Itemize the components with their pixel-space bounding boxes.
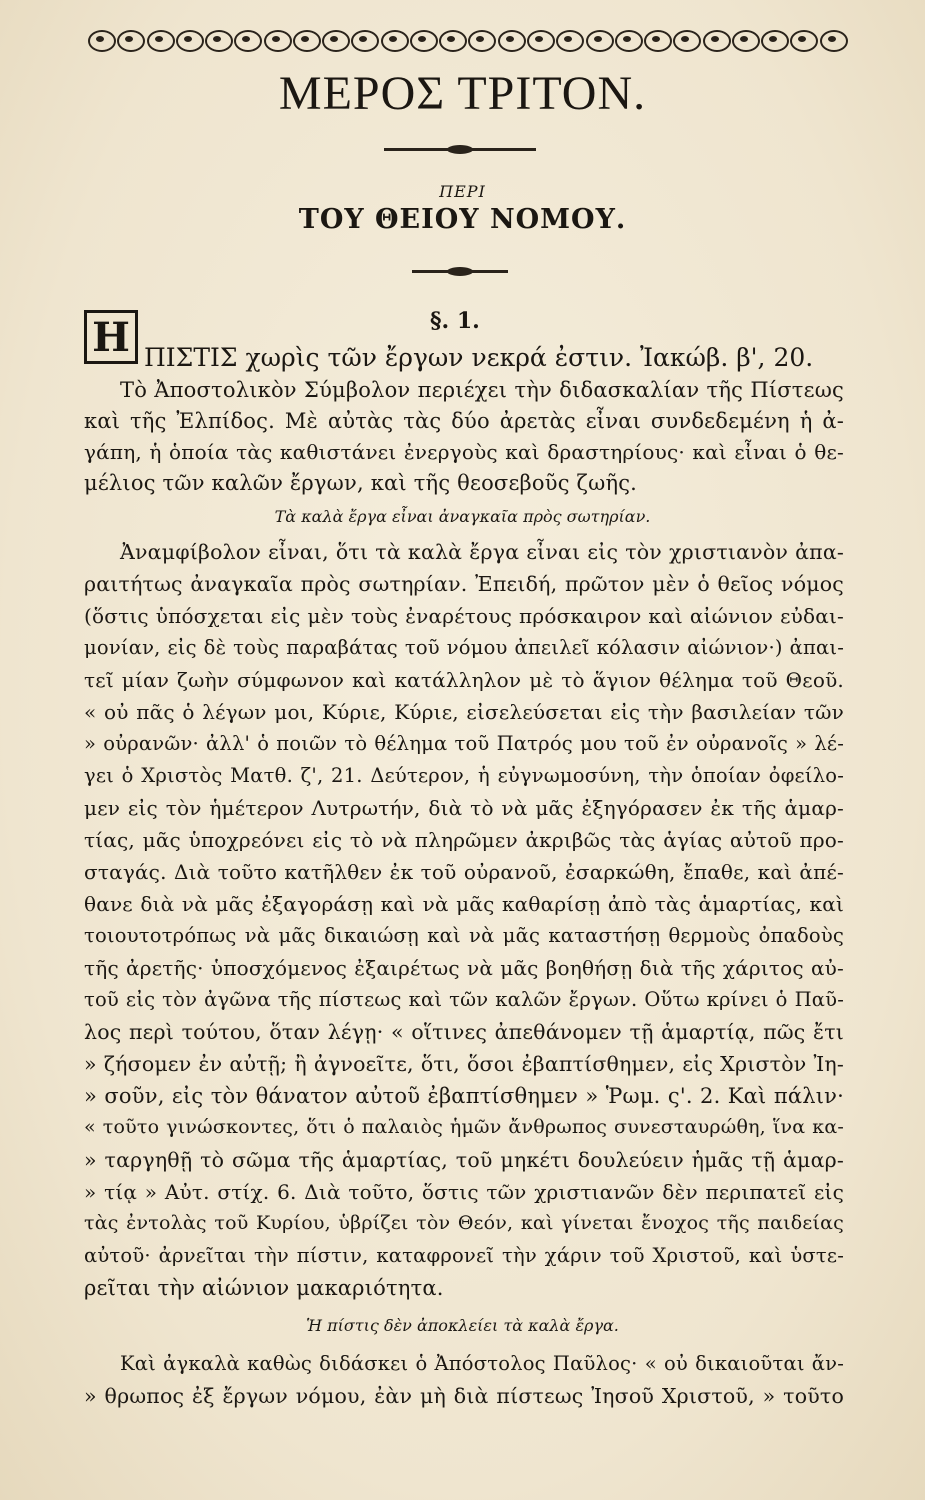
paragraph-line: Ἀναμφίβολον εἶναι, ὅτι τὰ καλὰ ἔργα εἶναι εἰς τὸν χριστιανὸν ἀπα-: [120, 540, 844, 564]
subtitle-rule: [412, 270, 508, 273]
paragraph-line: (ὅστις ὑπόσχεται εἰς μὲν τοὺς ἐναρέτους πρόσκαιρον καὶ αἰώνιον εὐδαι-: [84, 604, 844, 628]
paragraph-line: Τὸ Ἀποστολικὸν Σύμβολον περιέχει τὴν διδασκαλίαν τῆς Πίστεως: [120, 378, 844, 402]
paragraph-line: » ταργηθῇ τὸ σῶμα τῆς ἁμαρτίας, τοῦ μηκέτι δουλεύειν ἡμᾶς τῇ ἁμαρ-: [84, 1148, 844, 1172]
section-number: §. 1.: [430, 308, 480, 334]
part-title: ΜΕΡΟΣ ΤΡΙΤΟΝ.: [278, 67, 647, 120]
paragraph-line: τίας, μᾶς ὑποχρεόνει εἰς τὸ νὰ πληρῶμεν ἀκριβῶς τὰς ἁγίας αὐτοῦ προ-: [84, 828, 844, 852]
paragraph-line: ραιτήτως ἀναγκαῖα πρὸς σωτηρίαν. Ἐπειδή, πρῶτον μὲν ὁ θεῖος νόμος: [84, 572, 844, 596]
paragraph-line: » θρωπος ἐξ ἔργων νόμου, ἐὰν μὴ διὰ πίστεως Ἰησοῦ Χριστοῦ, » τοῦτο: [84, 1384, 844, 1408]
paragraph-line: θανε διὰ νὰ μᾶς ἐξαγοράσῃ καὶ νὰ μᾶς καθαρίσῃ ἀπὸ τὰς ἁμαρτίας, καὶ: [84, 892, 844, 916]
paragraph-line: γει ὁ Χριστὸς Ματθ. ζ', 21. Δεύτερον, ἡ εὐγνωμοσύνη, τὴν ὁποίαν ὀφείλο-: [84, 764, 844, 787]
paragraph-line: καὶ τῆς Ἐλπίδος. Μὲ αὐτὰς τὰς δύο ἀρετὰς εἶναι συνδεδεμένη ἡ ἀ-: [84, 409, 844, 433]
paragraph-line: μονίαν, εἰς δὲ τοὺς παραβάτας τοῦ νόμου ἀπειλεῖ κόλασιν αἰώνιον·) ἀπαι-: [84, 636, 844, 659]
paragraph-line: » σοῦν, εἰς τὸν θάνατον αὐτοῦ ἐβαπτίσθημεν » Ῥωμ. ς'. 2. Καὶ πάλιν·: [84, 1084, 844, 1108]
section-heading: Τὰ καλὰ ἔργα εἶναι ἀναγκαῖα πρὸς σωτηρίαν.: [274, 507, 651, 526]
paragraph-line: ρεῖται τὴν αἰώνιον μακαριότητα.: [84, 1276, 444, 1300]
title-rule: [384, 148, 536, 151]
paragraph-line: » τίᾳ » Αὐτ. στίχ. 6. Διὰ τοῦτο, ὅστις τῶν χριστιανῶν δὲν περιπατεῖ εἰς: [84, 1180, 844, 1204]
paragraph-line: τὰς ἐντολὰς τοῦ Κυρίου, ὑβρίζει τὸν Θεόν, καὶ γίνεται ἔνοχος τῆς παιδείας: [84, 1212, 844, 1234]
paragraph-line: Καὶ ἀγκαλὰ καθὼς διδάσκει ὁ Ἀπόστολος Παῦλος· « οὐ δικαιοῦται ἄν-: [120, 1352, 844, 1375]
paragraph-line: « οὐ πᾶς ὁ λέγων μοι, Κύριε, Κύριε, εἰσελεύσεται εἰς τὴν βασιλείαν τῶν: [84, 700, 844, 724]
paragraph-line: λος περὶ τούτου, ὅταν λέγῃ· « οἵτινες ἀπεθάνομεν τῇ ἁμαρτίᾳ, πῶς ἔτι: [84, 1020, 844, 1044]
ornamental-border: [88, 28, 848, 54]
paragraph-line: σταγάς. Διὰ τοῦτο κατῆλθεν ἐκ τοῦ οὐρανοῦ, ἐσαρκώθη, ἔπαθε, καὶ ἀπέ-: [84, 860, 844, 884]
paragraph-line: τοῦ εἰς τὸν ἀγῶνα τῆς πίστεως καὶ τῶν καλῶν ἔργων. Οὕτω κρίνει ὁ Παῦ-: [84, 988, 844, 1011]
epigraph-line: ΠΙΣΤΙΣ χωρὶς τῶν ἔργων νεκρά ἐστιν. Ἰακώβ. β', 20.: [144, 343, 814, 372]
paragraph-line: γάπη, ἡ ὁποία τὰς καθιστάνει ἐνεργοὺς καὶ δραστηρίους· καὶ εἶναι ὁ θε-: [84, 440, 844, 464]
paragraph-line: τῆς ἀρετῆς· ὑποσχόμενος ἐξαιρέτως νὰ μᾶς βοηθήσῃ διὰ τῆς χάριτος αὐ-: [84, 956, 844, 980]
paragraph-line: μέλιος τῶν καλῶν ἔργων, καὶ τῆς θεοσεβοῦς ζωῆς.: [84, 471, 638, 495]
paragraph-line: αὐτοῦ· ἀρνεῖται τὴν πίστιν, καταφρονεῖ τὴν χάριν τοῦ Χριστοῦ, καὶ ὑστε-: [84, 1244, 844, 1267]
section-heading: Ἡ πίστις δὲν ἀποκλείει τὰ καλὰ ἔργα.: [306, 1316, 619, 1335]
drop-cap: Η: [84, 310, 138, 364]
peri-label: ΠΕΡΙ: [439, 182, 486, 201]
subtitle: ΤΟΥ ΘΕΙΟΥ ΝΟΜΟΥ.: [298, 204, 627, 235]
paragraph-line: « τοῦτο γινώσκοντες, ὅτι ὁ παλαιὸς ἡμῶν ἄνθρωπος συνεσταυρώθη, ἵνα κα-: [84, 1116, 844, 1138]
paragraph-line: τεῖ μίαν ζωὴν σύμφωνον καὶ κατάλληλον μὲ τὸ ἅγιον θέλημα τοῦ Θεοῦ.: [84, 668, 844, 692]
paragraph-line: μεν εἰς τὸν ἡμέτερον Λυτρωτήν, διὰ τὸ νὰ μᾶς ἐξηγόρασεν ἐκ τῆς ἁμαρ-: [84, 796, 844, 820]
paragraph-line: τοιουτοτρόπως νὰ μᾶς δικαιώσῃ καὶ νὰ μᾶς καταστήσῃ θερμοὺς ὀπαδοὺς: [84, 924, 844, 947]
paragraph-line: » οὐρανῶν· ἀλλ' ὁ ποιῶν τὸ θέλημα τοῦ Πατρός μου τοῦ ἐν οὐρανοῖς » λέ-: [84, 732, 844, 755]
paragraph-line: » ζήσομεν ἐν αὐτῇ; ἢ ἀγνοεῖτε, ὅτι, ὅσοι ἐβαπτίσθημεν, εἰς Χριστὸν Ἰη-: [84, 1052, 844, 1076]
